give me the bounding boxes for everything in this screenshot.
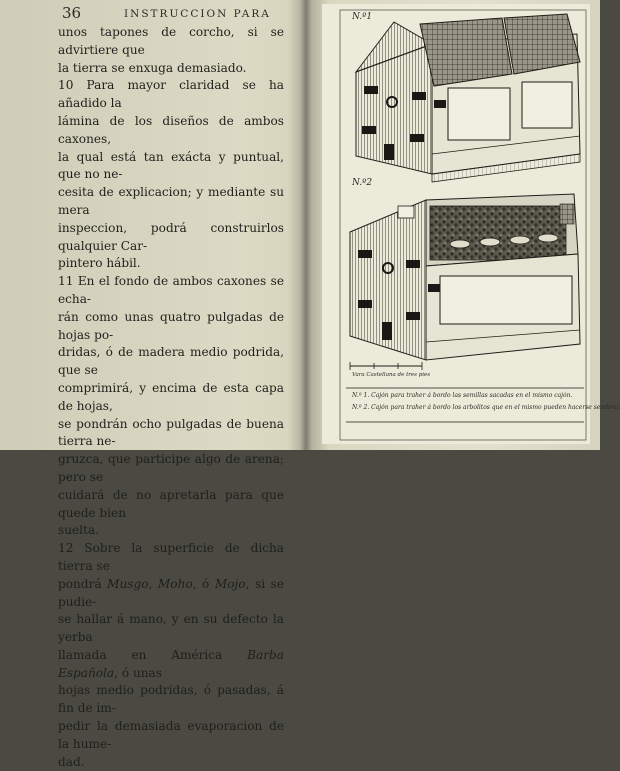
text-line: unos tapones de corcho, si se advirtiere que xyxy=(58,25,284,57)
page-number: 36 xyxy=(62,4,82,22)
body-text xyxy=(58,24,284,771)
italic-term: Musgo xyxy=(107,576,149,591)
text-line xyxy=(58,647,284,683)
text-line: se hallar á mano, y en su defecto la yerba xyxy=(58,612,284,645)
text-line xyxy=(58,576,284,612)
text-line: la qual está tan exácta y puntual, que no ne- xyxy=(58,149,284,182)
engraving-plate xyxy=(322,4,620,444)
text-line: la tierra se enxuga demasiado. xyxy=(58,60,247,75)
caption-figure-2: N.º 2. Cajón para traher á bordo los arbolitos que en el mismo pueden hacerse sembrar. xyxy=(352,404,620,411)
text-line: dad. xyxy=(58,754,85,769)
text-line: comprimirá, y encima de esta capa de hojas, xyxy=(58,380,284,413)
left-page xyxy=(0,0,306,769)
text-line: gruzca, que participe algo de arena; pero se xyxy=(58,452,284,484)
text-line: pedir la demasiada evaporacion de la hume- xyxy=(58,719,284,751)
scale-label: Vara Castellana de tres pies xyxy=(352,372,431,378)
crate-2-drawing xyxy=(350,194,580,360)
text-line: se pondrán ocho pulgadas de buena tierra ne- xyxy=(58,416,284,449)
text-run: llamada en América xyxy=(58,647,248,662)
text-run: , ó unas xyxy=(114,665,162,680)
italic-term: Moho xyxy=(157,576,193,591)
text-line: 10 Para mayor claridad se ha añadido la xyxy=(58,78,284,111)
text-run: , si se pudie- xyxy=(58,576,284,609)
text-run: , ó xyxy=(192,576,215,591)
figure-1-label: N.º1 xyxy=(352,12,373,22)
scale-bar xyxy=(350,362,422,370)
italic-term: Barba Española xyxy=(58,647,284,680)
text-line: hojas medio podridas, ó pasadas, á fin de im- xyxy=(58,683,284,716)
text-run: pondrá xyxy=(58,576,102,591)
caption-figure-1: N.º 1. Cajón para traher á bordo las semillas sacadas en el mismo cajón. xyxy=(352,392,573,399)
figure-2-label: N.º2 xyxy=(352,178,373,188)
text-line: inspeccion, podrá construirlos qualquier Car- xyxy=(58,220,284,253)
text-run: , xyxy=(148,576,158,591)
crate-1-drawing xyxy=(356,14,580,182)
text-line: pintero hábil. xyxy=(58,256,141,271)
italic-term: Mojo xyxy=(214,576,246,591)
crate-illustrations xyxy=(322,4,620,444)
text-line: 12 Sobre la superficie de dicha tierra se xyxy=(58,541,284,573)
text-line: cesita de explicacion; y mediante su mera xyxy=(58,185,284,217)
text-line: rán como unas quatro pulgadas de hojas po- xyxy=(58,309,284,342)
text-line: dridas, ó de madera medio podrida, que se xyxy=(58,345,284,378)
text-line: 11 En el fondo de ambos caxones se echa- xyxy=(58,274,284,306)
book-gutter xyxy=(300,0,312,450)
text-line: cuidará de no apretarla para que quede bien xyxy=(58,487,284,520)
right-page xyxy=(312,0,620,450)
text-line: suelta. xyxy=(58,523,99,538)
text-line: lámina de los diseños de ambos caxones, xyxy=(58,113,284,146)
running-head: INSTRUCCION PARA xyxy=(124,8,271,20)
